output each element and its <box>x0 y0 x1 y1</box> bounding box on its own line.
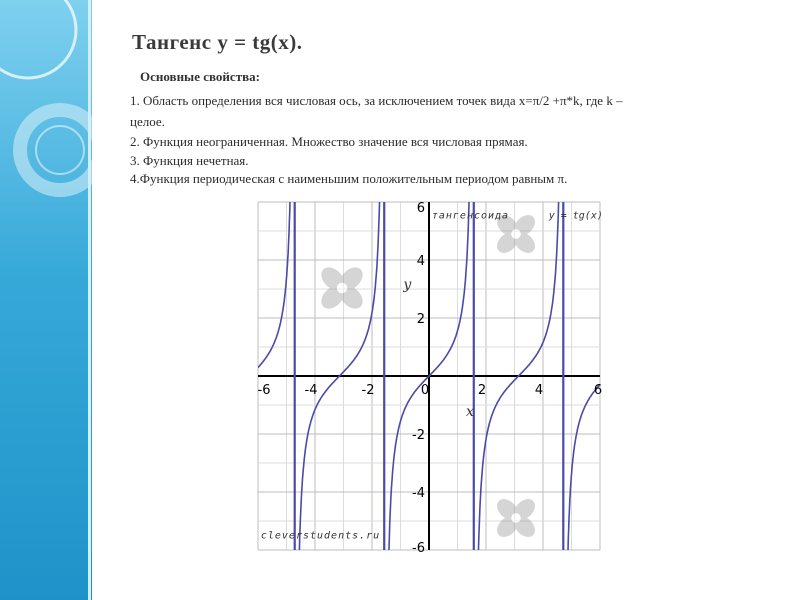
property-1-line-2: целое. <box>130 114 165 129</box>
property-2: 2. Функция неограниченная. Множество значение вся числовая прямая. <box>130 134 528 149</box>
property-4: 4.Функция периодическая с наименьшим положительным периодом равным π. <box>130 171 568 186</box>
tangent-chart-svg <box>254 198 608 554</box>
legend-label-name: тангенсоида <box>431 210 510 222</box>
property-1-line-1: 1. Область определения вся числовая ось, за исключением точек вида x=π/2 +π*k, где k – <box>130 93 623 108</box>
flower-center <box>337 283 348 294</box>
y-tick-label: 2 <box>416 312 425 327</box>
sidebar-border-line <box>88 0 91 600</box>
x-tick-label: -6 <box>257 383 271 398</box>
x-axis-label: x <box>466 404 474 420</box>
flower-watermark <box>317 263 367 313</box>
y-tick-label: -4 <box>412 486 425 501</box>
tangent-graph <box>254 198 608 554</box>
flower-watermark <box>493 495 539 541</box>
flower-center <box>511 229 521 239</box>
property-3: 3. Функция нечетная. <box>130 153 249 168</box>
x-tick-label: 4 <box>534 383 544 398</box>
x-tick-label: 0 <box>420 383 430 398</box>
site-watermark-text: cleverstudents.ru <box>260 530 381 542</box>
y-tick-label: -2 <box>412 428 425 443</box>
y-tick-label: 4 <box>416 254 425 269</box>
tangent-curve-branch <box>258 198 294 368</box>
y-tick-label: 6 <box>416 201 425 216</box>
decorative-sidebar <box>0 0 92 600</box>
sidebar-circles-decoration <box>0 0 92 600</box>
flower-center <box>511 513 521 523</box>
x-tick-label: -2 <box>361 383 375 398</box>
y-axis-label: y <box>403 277 412 293</box>
x-tick-label: -4 <box>304 383 318 398</box>
slide-title: Тангенс y = tg(x). <box>132 30 303 54</box>
x-tick-label: 2 <box>477 383 487 398</box>
y-tick-label: -6 <box>412 541 425 554</box>
properties-heading: Основные свойства: <box>140 69 260 84</box>
tangent-curve-branch <box>564 383 603 554</box>
x-tick-label: 6 <box>593 383 603 398</box>
legend-label-formula: y = tg(x) <box>548 210 603 222</box>
